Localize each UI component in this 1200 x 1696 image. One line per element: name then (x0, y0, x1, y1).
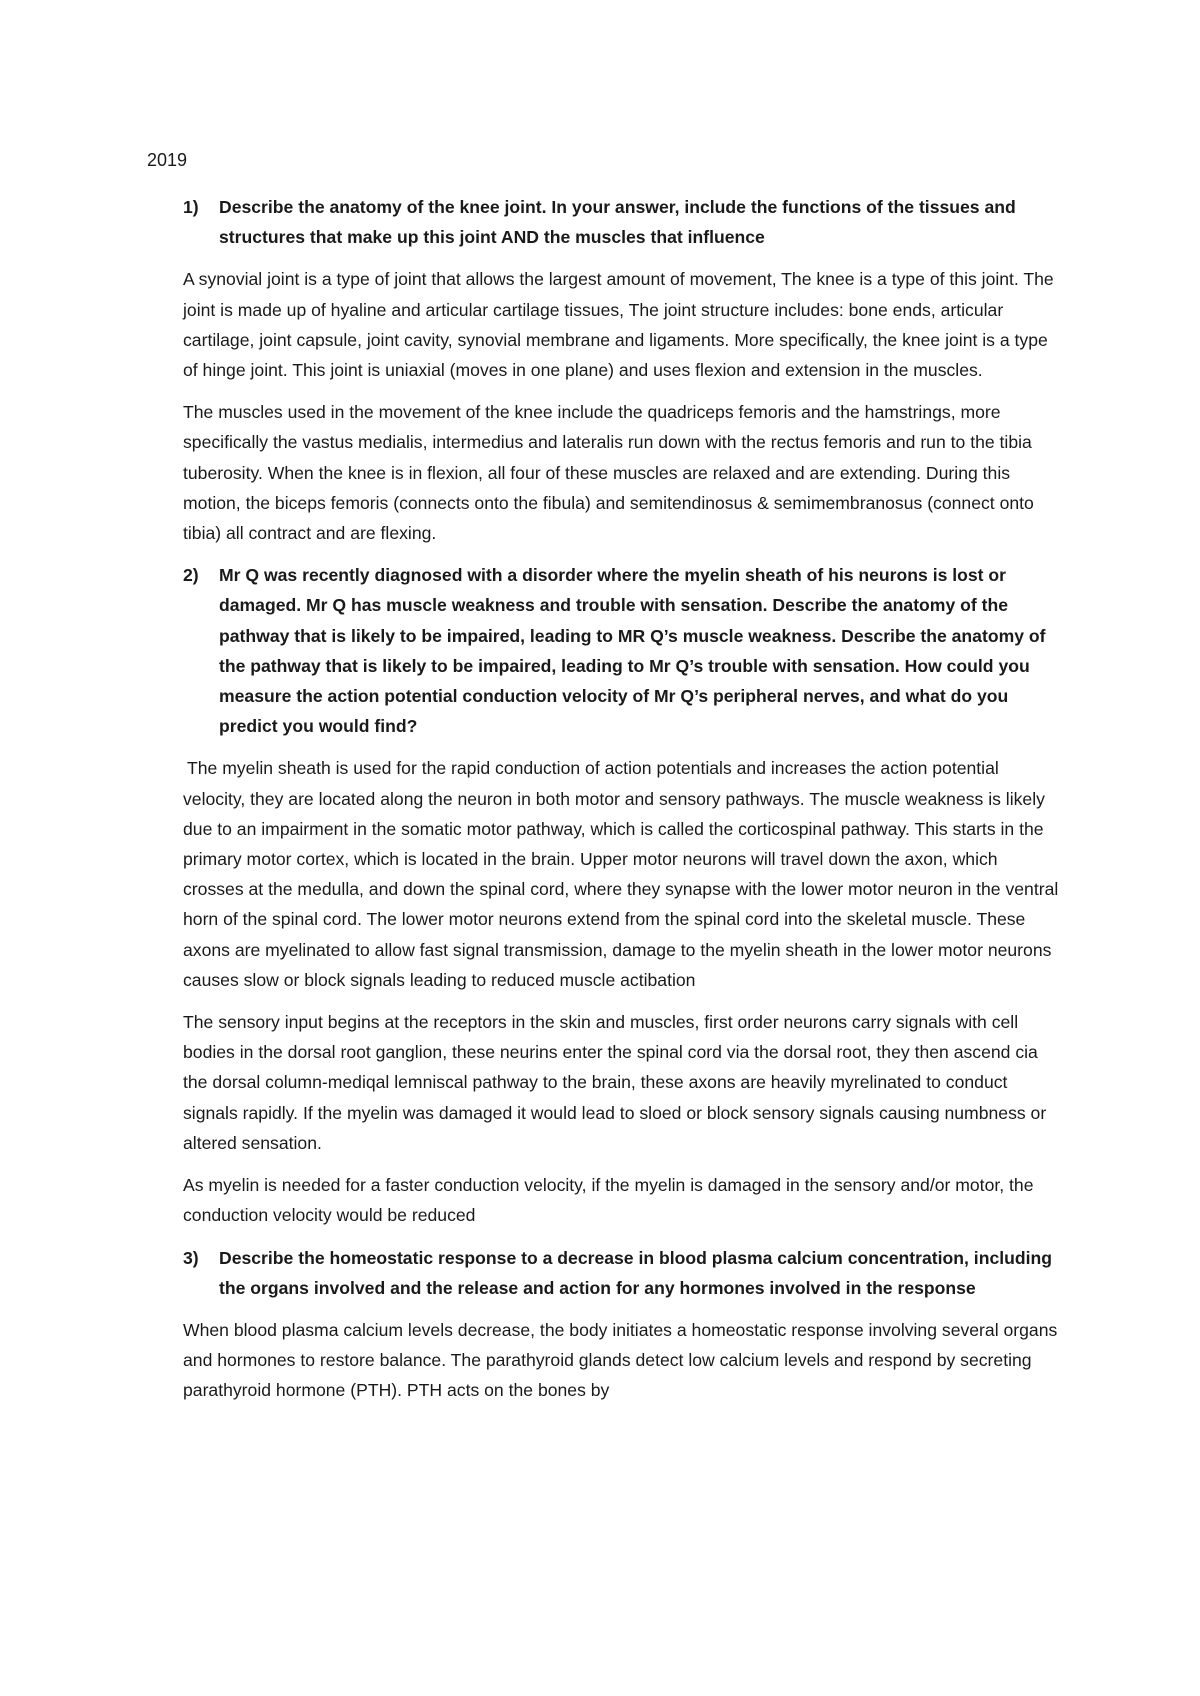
question-2-number: 2) (183, 565, 199, 586)
question-2-text: Mr Q was recently diagnosed with a disorder where the myelin sheath of his neurons is lost or damaged. Mr Q has muscle weakness and trouble with sensation. Describe the anatomy of the pathway that is likely to be impaired, leading to MR Q’s muscle weakness. Describe the anatomy of the pathway that is likely to be impaired, leading to Mr Q’s trouble with sensation. How could you measure the action potential conduction velocity of Mr Q’s peripheral nerves, and what do you predict you would find? (219, 565, 1046, 737)
question-1-number: 1) (183, 197, 199, 217)
answer-1-paragraph-1: A synovial joint is a type of joint that allows the largest amount of movement, The knee is a type of this joint. The joint is made up of hyaline and articular cartilage tissues, The joint structure includes: bone ends, articular cartilage, joint capsule, joint cavity, synovial membrane and ligaments. More specifically, the knee joint is a type of hinge joint. This joint is uniaxial (moves in one plane) and uses flexion and extension in the muscles. (183, 269, 1054, 381)
question-3-number: 3) (183, 1247, 199, 1268)
answer-2-paragraph-2: The sensory input begins at the receptors in the skin and muscles, first order neurons carry signals with cell bodies in the dorsal root ganglion, these neurins enter the spinal cord via the dorsal root, they then ascend cia the dorsal column-mediqal lemniscal pathway to the brain, these axons are heavily myrelinated to conduct signals rapidly. If the myelin was damaged it would lead to sloed or block sensory signals causing numbness or altered sensation. (183, 1012, 1047, 1153)
document-year: 2019 (147, 150, 188, 170)
question-2 (183, 560, 1063, 741)
document-body (183, 192, 1063, 1418)
answer-1-paragraph-2: The muscles used in the movement of the knee include the quadriceps femoris and the hamstrings, more specifically the vastus medialis, intermedius and lateralis run down with the rectus femoris and run to the tibia tuberosity. When the knee is in flexion, all four of these muscles are relaxed and are extending. During this motion, the biceps femoris (connects onto the fibula) and semitendinosus & semimembranosus (connect onto tibia) all contract and are flexing. (183, 402, 1034, 544)
question-3-text: Describe the homeostatic response to a decrease in blood plasma calcium concentration, including the organs involved and the release and action for any hormones involved in the response (219, 1247, 1052, 1298)
question-1-text: Describe the anatomy of the knee joint. In your answer, include the functions of the tissues and structures that make up this joint AND the muscles that influence (219, 197, 1016, 248)
question-3 (183, 1243, 1063, 1303)
question-1 (183, 192, 1063, 252)
answer-2-paragraph-1: The myelin sheath is used for the rapid conduction of action potentials and increases the action potential velocity, they are located along the neuron in both motor and sensory pathways. The muscle weakness is likely due to an impairment in the somatic motor pathway, which is called the corticospinal pathway. This starts in the primary motor cortex, which is located in the brain. Upper motor neurons will travel down the axon, which crosses at the medulla, and down the spinal cord, where they synapse with the lower motor neuron in the ventral horn of the spinal cord. The lower motor neurons extend from the spinal cord into the skeletal muscle. These axons are myelinated to allow fast signal transmission, damage to the myelin sheath in the lower motor neurons causes slow or block signals leading to reduced muscle actibation (183, 758, 1059, 990)
answer-2-paragraph-3: As myelin is needed for a faster conduction velocity, if the myelin is damaged in the sensory and/or motor, the conduction velocity would be reduced (183, 1175, 1034, 1226)
answer-3-paragraph-1: When blood plasma calcium levels decrease, the body initiates a homeostatic response involving several organs and hormones to restore balance. The parathyroid glands detect low calcium levels and respond by secreting parathyroid hormone (PTH). PTH acts on the bones by (183, 1319, 1058, 1401)
